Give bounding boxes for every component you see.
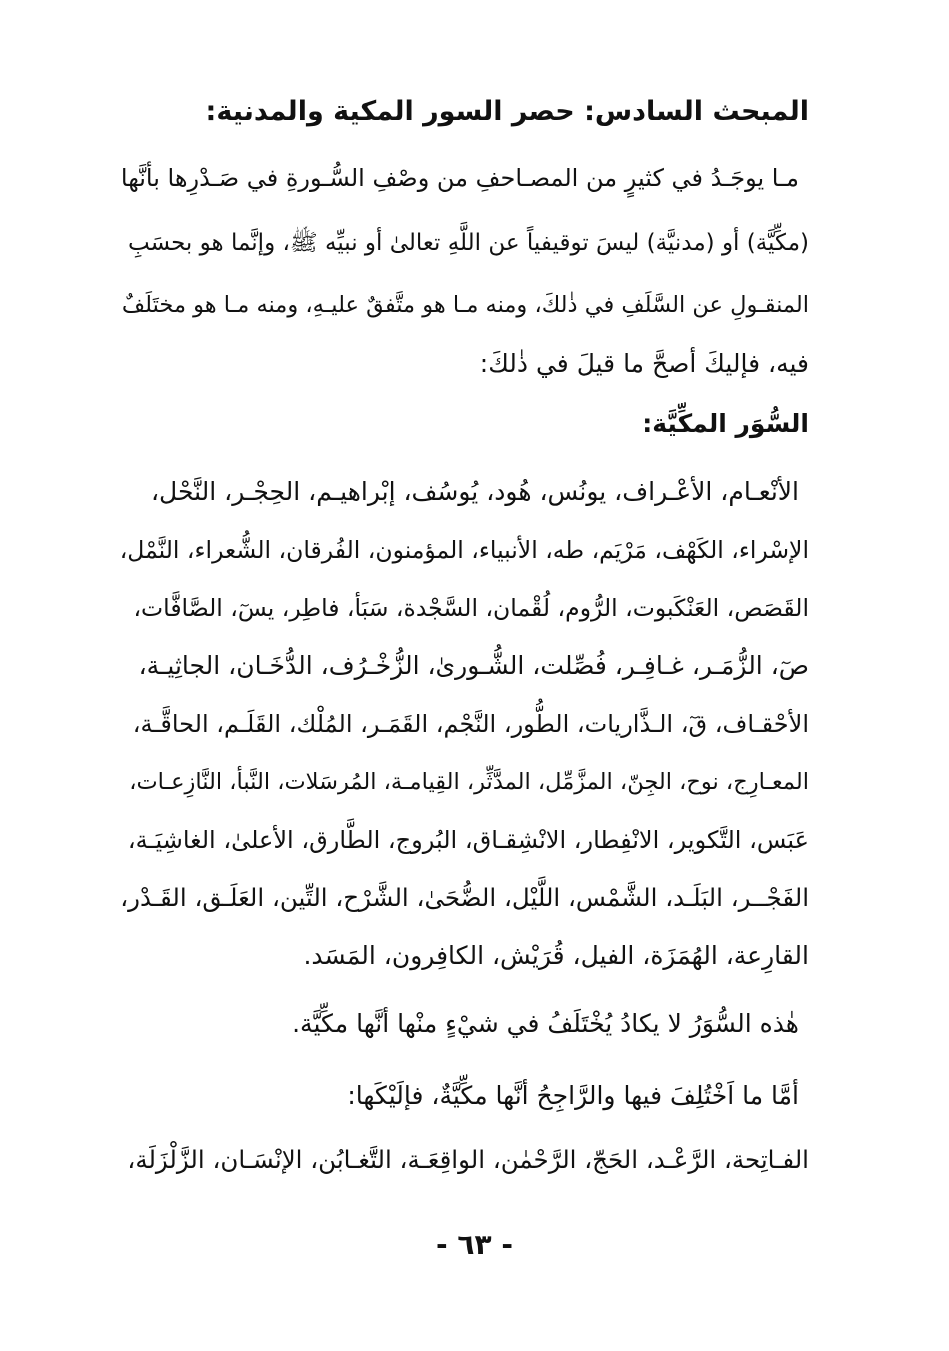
meccan-list-line-4: صٓ، الزُّمَـر، غـافِـر، فُصِّلت، الشُّـورىٰ، الزُّخْـرُف، الدُّخَـان، الجاثِيـة، [138, 651, 809, 680]
intro-line-2: (مكِّيَّة) أو (مدنيَّة) ليسَ توقيفياً عن اللَّهِ تعالىٰ أو نبيِّه ﷺ، وإنَّما هو بحسَبِ [127, 230, 809, 256]
meccan-list-line-9: القارِعة، الهُمَزَة، الفيل، قُرَيْش، الكافِرون، المَسَد. [303, 941, 809, 970]
page-number: - ٦٣ - [436, 1228, 513, 1261]
meccan-list-line-1: الأنْعـام، الأعْـراف، يونُس، هُود، يُوسُف، إبْراهيـم، الحِجْـر، النَّحْل، [150, 477, 799, 506]
meccan-list-line-7: عَبَس، التَّكوير، الانْفِطار، الانْشِقـاق، البُروج، الطَّارق، الأعلىٰ، الغاشِيَـة، [127, 826, 809, 854]
meccan-heading: السُّوَر المكِّيَّة: [642, 409, 809, 438]
intro-line-4: فيه، فإليكَ أصحَّ ما قيلَ في ذٰلكَ: [479, 349, 809, 378]
meccan-list-line-6: المعـارِج، نوح، الجِنّ، المزَّمِّل، المدَّثِّر، القِيامـة، المُرسَلات، النَّبأ، النَّازِعـات، [129, 769, 809, 795]
section-title: المبحث السادس: حصر السور المكية والمدنية: [205, 96, 809, 127]
disputed-intro: أمَّا ما اَخْتُلِفَ فيها والرَّاجِحُ أنَّها مكِّيَّةٌ، فإلَيْكَها: [347, 1081, 799, 1110]
intro-line-1: مـا يوجَـدُ في كثيرٍ من المصـاحفِ من وصْفِ السُّـورةِ في صَـدْرِها بأنَّها [120, 164, 799, 192]
meccan-list-line-5: الأحْقـاف، قٓ، الـذَّاريات، الطُّور، النَّجْم، القَمَـر، المُلْك، القَلَـم، الحاقَّـة، [132, 710, 809, 738]
meccan-list-line-8: الفَجْــر، البَلَـد، الشَّمْس، اللَّيْل، الضُّحَىٰ، الشَّرْح، التِّين، العَلَـق، القَـدْر، [120, 883, 809, 912]
meccan-list-line-2: الإسْراء، الكَهْف، مَرْيَم، طه، الأنبياء، المؤمنون، الفُرقان، الشُّعراء، النَّمْل، [119, 536, 809, 564]
meccan-note: هٰذه السُّوَرُ لا يكادُ يُخْتَلَفُ في شيْءٍ منْها أنَّها مكِّيَّة. [292, 1009, 799, 1038]
meccan-list-line-3: القَصَص، العَنْكَبوت، الرُّوم، لُقْمان، السَّجْدة، سَبَأ، فاطِر، يسٓ، الصَّافَّات، [133, 594, 809, 622]
disputed-list-line-1: الفـاتِحة، الرَّعْـد، الحَجّ، الرَّحْمٰن، الواقِعَـة، التَّغـابُن، الإنْسَـان، الزَّلْزَلَة، [127, 1145, 809, 1174]
intro-line-3: المنقـولِ عن السَّلَفِ في ذٰلكَ، ومنه مـا هو متَّفقٌ عليـهِ، ومنه مـا هو مختَلَفٌ [121, 292, 809, 318]
